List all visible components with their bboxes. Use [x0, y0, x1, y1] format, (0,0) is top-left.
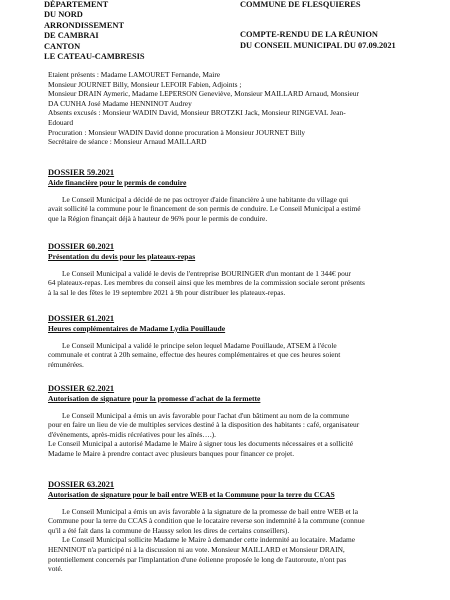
- body-line: que la Région finançait déjà à hauteur de 96% pour le permis de conduire.: [48, 213, 268, 223]
- attendance-line: Secrétaire de séance : Monsieur Arnaud MAILLARD: [48, 137, 207, 147]
- dossier-subtitle: Présentation du devis pour les plateaux-repas: [48, 252, 196, 261]
- body-line: HENNINOT n'a participé ni à la discussion ni au vote. Monsieur MAILLARD et Monsieur DRAIN,: [48, 544, 345, 554]
- attendance-section: [48, 70, 432, 147]
- dossier-61: [48, 314, 432, 369]
- body-line: potentiellement concernés par l'implantation d'une éolienne proposée le long de l'autoroute, n'ont pas: [48, 554, 347, 564]
- dossier-body: [48, 195, 432, 224]
- dossier-59: [48, 168, 432, 223]
- attendance-line: Absents excusés : Monsieur WADIN David, Monsieur BROTZKI Jack, Monsieur RINGEVAL Jean-: [48, 108, 346, 118]
- body-line: Madame le Maire à prendre contact avec plusieurs banques pour financer ce projet.: [48, 448, 295, 458]
- header-line: DÉPARTEMENT: [44, 0, 109, 9]
- body-line: Le Conseil Municipal a validé le principe selon lequel Madame Pouillaude, ATSEM à l'école: [62, 340, 337, 350]
- body-line: d'évènements, après-midis récréatives pour les aînés….).: [48, 429, 216, 439]
- dossier-body: [48, 507, 432, 574]
- report-title: COMPTE-RENDU DE LA RÉUNION: [240, 30, 378, 40]
- body-line: qu'il a été fait dans la commune de Haussy selon les dires de certains conseillers).: [48, 525, 290, 535]
- dossier-title: DOSSIER 63.2021: [48, 480, 115, 489]
- dossier-title: DOSSIER 59.2021: [48, 168, 115, 177]
- body-line: 64 plateaux-repas. Les membres du conseil ainsi que les membres de la commission sociale seront présents: [48, 278, 365, 288]
- attendance-line: Procuration : Monsieur WADIN David donne procuration à Monsieur JOURNET Billy: [48, 127, 306, 137]
- commune-header: [240, 0, 440, 51]
- dossier-body: [48, 411, 432, 459]
- attendance-line: Etaient présents : Madame LAMOURET Fernande, Maire: [48, 70, 221, 79]
- header-line: CANTON: [44, 41, 81, 51]
- body-line: Le Conseil Municipal a autorisé Madame le Maire à signer tous les documents nécessaires et a sollicité: [48, 439, 353, 449]
- dossier-body: [48, 269, 432, 298]
- dossier-title: DOSSIER 61.2021: [48, 314, 115, 323]
- commune-name: COMMUNE DE FLESQUIERES: [240, 0, 361, 9]
- body-line: Le Conseil Municipal a émis un avis favorable à la signature de la promesse de bail entre WEB et la: [62, 506, 359, 516]
- body-line: Le Conseil Municipal a émis un avis favorable pour l'achat d'un bâtiment au nom de la commune: [62, 410, 350, 420]
- department-header: [44, 0, 224, 62]
- dossier-60: [48, 242, 432, 297]
- body-line: avait sollicité la commune pour le financement de son permis de conduire. Le Conseil Municipal a estimé: [48, 204, 361, 214]
- dossier-title: DOSSIER 60.2021: [48, 242, 115, 251]
- dossier-subtitle: Heures complémentaires de Madame Lydia Pouillaude: [48, 324, 226, 333]
- attendance-line: Monsieur DRAIN Aymeric, Madame LEPERSON Geneviève, Monsieur MAILLARD Arnaud, Monsieur: [48, 89, 359, 99]
- attendance-line: Edouard: [48, 117, 74, 127]
- attendance-line: DA CUNHA José Madame HENNINOT Audrey: [48, 98, 192, 108]
- dossier-body: [48, 341, 432, 370]
- body-line: rémunérées.: [48, 359, 84, 369]
- header-line: ARRONDISSEMENT: [44, 20, 125, 30]
- dossier-62: [48, 384, 432, 459]
- body-line: communale et contrat à 20h semaine, effectue des heures complémentaires et que ces heures soient: [48, 350, 341, 360]
- body-line: à la sal le des fêtes le 19 septembre 2021 à 9h pour distribuer les plateaux-repas.: [48, 287, 286, 297]
- dossier-title: DOSSIER 62.2021: [48, 384, 115, 393]
- report-date: DU CONSEIL MUNICIPAL DU 07.09.2021: [240, 40, 396, 50]
- header-line: DE CAMBRAI: [44, 31, 99, 41]
- body-line: Le Conseil Municipal sollicite Madame le Maire à demander cette indemnité au locataire. Madame: [62, 535, 356, 545]
- body-line: Commune pour la terre du CCAS à condition que le locataire reverse son indemnité à la commune (connue: [48, 516, 365, 526]
- dossier-subtitle: Autorisation de signature pour le bail entre WEB et la Commune pour la terre du CCAS: [48, 490, 335, 499]
- dossier-subtitle: Aide financière pour le permis de conduire: [48, 178, 187, 187]
- body-line: Le Conseil Municipal a décidé de ne pas octroyer d'aide financière à une habitante du village qui: [62, 194, 349, 204]
- body-line: voté.: [48, 564, 63, 574]
- body-line: pour en faire un lieu de vie de multiples services destiné à la disposition des habitants : café, organisateur: [48, 420, 360, 430]
- header-line: DU NORD: [44, 10, 83, 20]
- header-line: LE CATEAU-CAMBRESIS: [44, 52, 145, 62]
- dossier-subtitle: Autorisation de signature pour la promesse d'achat de la fermette: [48, 394, 261, 403]
- attendance-line: Monsieur JOURNET Billy, Monsieur LEFOIR Fabien, Adjoints ;: [48, 79, 242, 89]
- dossier-63: [48, 480, 432, 574]
- body-line: Le Conseil Municipal a validé le devis de l'entreprise BOURINGER d'un montant de 1 344€ pour: [62, 268, 351, 278]
